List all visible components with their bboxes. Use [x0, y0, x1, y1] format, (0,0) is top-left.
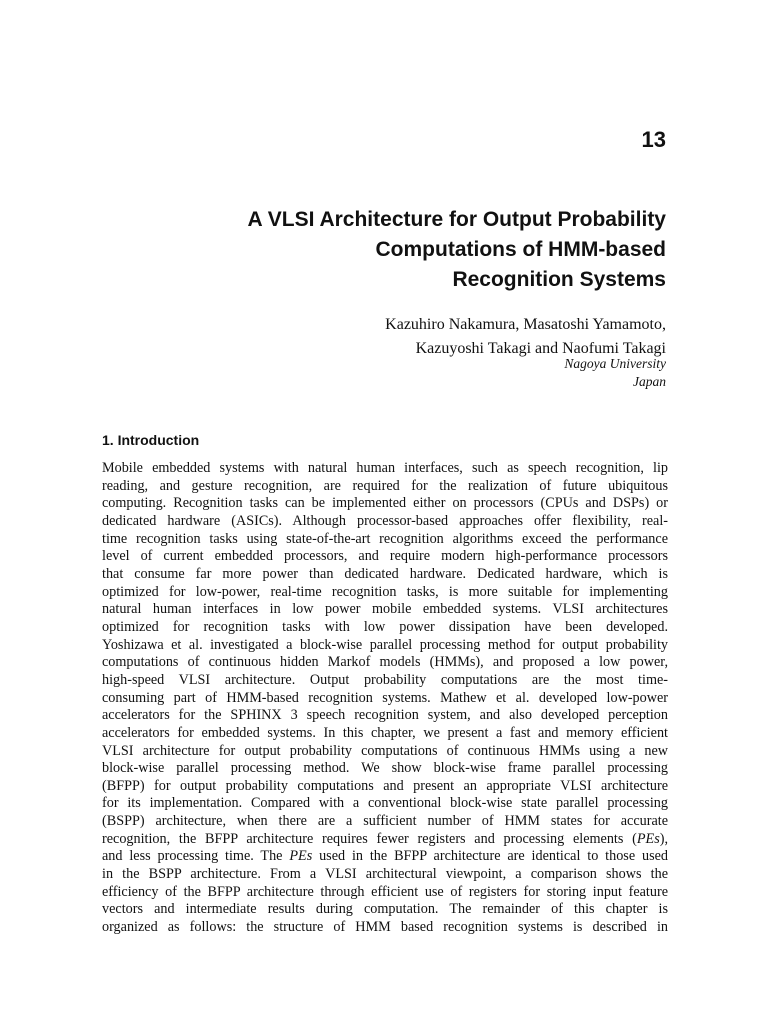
chapter-title-line: A VLSI Architecture for Output Probability	[247, 208, 666, 231]
body-text-segment: used in the BFPP architecture are identical to those used	[312, 848, 668, 865]
body-text-segment: and less processing time. The	[102, 848, 290, 865]
body-line: that consume far more power than dedicated hardware. Dedicated hardware, which is	[102, 565, 668, 582]
body-line: VLSI architecture for output probability computations of continuous HMMs using a new	[102, 742, 668, 759]
body-line: dedicated hardware (ASICs). Although processor-based approaches offer flexibility, real-	[102, 512, 668, 529]
body-line: natural human interfaces in low power mobile embedded systems. VLSI architectures	[102, 601, 668, 618]
body-line: Mobile embedded systems with natural human interfaces, such as speech recognition, lip	[102, 460, 668, 476]
body-line: reading, and gesture recognition, are required for the realization of future ubiquitous	[102, 477, 668, 494]
affiliation-country: Japan	[633, 374, 666, 389]
body-line: high-speed VLSI architecture. Output probability computations are the most time-	[102, 671, 668, 688]
body-line: efficiency of the BFPP architecture through efficient use of registers for storing input feature	[102, 883, 668, 900]
body-line: accelerators for embedded systems. In this chapter, we present a fast and memory efficient	[102, 724, 668, 741]
body-line: organized as follows: the structure of HMM based recognition systems is described in	[102, 919, 668, 936]
body-line: computations of continuous hidden Markof models (HMMs), and proposed a low power,	[102, 654, 668, 671]
body-line: consuming part of HMM-based recognition systems. Mathew et al. developed low-power	[102, 689, 668, 706]
body-line: (BSPP) architecture, when there are a sufficient number of HMM states for accurate	[102, 813, 668, 830]
emphasis-pes: PEs	[636, 830, 660, 847]
body-text-segment: ),	[659, 830, 668, 847]
affiliation	[266, 355, 666, 391]
chapter-title-line: Computations of HMM-based	[375, 238, 666, 261]
emphasis-pes: PEs	[289, 848, 313, 865]
author-line: Kazuhiro Nakamura, Masatoshi Yamamoto,	[385, 316, 666, 333]
body-line: accelerators for the SPHINX 3 speech recognition system, and also developed perception	[102, 707, 668, 724]
chapter-number: 13	[641, 127, 666, 152]
body-line	[102, 831, 668, 849]
affiliation-university: Nagoya University	[564, 356, 666, 371]
body-line: optimized for recognition tasks with low power dissipation have been developed.	[102, 618, 668, 635]
body-line: in the BSPP architecture. From a VLSI architectural viewpoint, a comparison shows the	[102, 866, 668, 883]
author-list	[166, 313, 666, 361]
body-line: optimized for low-power, real-time recognition tasks, is more suitable for implementing	[102, 583, 668, 600]
body-line: block-wise parallel processing method. We show block-wise frame parallel processing	[102, 760, 668, 777]
body-line: level of current embedded processors, and require modern high-performance processors	[102, 548, 668, 565]
body-line: Yoshizawa et al. investigated a block-wise parallel processing method for output probability	[102, 636, 668, 653]
body-line: computing. Recognition tasks can be implemented either on processors (CPUs and DSPs) or	[102, 495, 668, 512]
body-text-segment: recognition, the BFPP architecture requires fewer registers and processing elements (	[102, 830, 637, 847]
author-line: Kazuyoshi Takagi and Naofumi Takagi	[415, 340, 666, 357]
section-body-text	[102, 460, 668, 937]
section-heading: 1. Introduction	[102, 432, 200, 448]
body-line	[102, 848, 668, 866]
body-line: time recognition tasks using state-of-the-art recognition algorithms exceed the performance	[102, 530, 668, 547]
chapter-title	[106, 205, 666, 295]
body-line: vectors and intermediate results during computation. The remainder of this chapter is	[102, 901, 668, 918]
body-line: (BFPP) for output probability computations and present an appropriate VLSI architecture	[102, 777, 668, 794]
body-line: for its implementation. Compared with a conventional block-wise state parallel processing	[102, 795, 668, 812]
chapter-title-line: Recognition Systems	[452, 268, 666, 291]
